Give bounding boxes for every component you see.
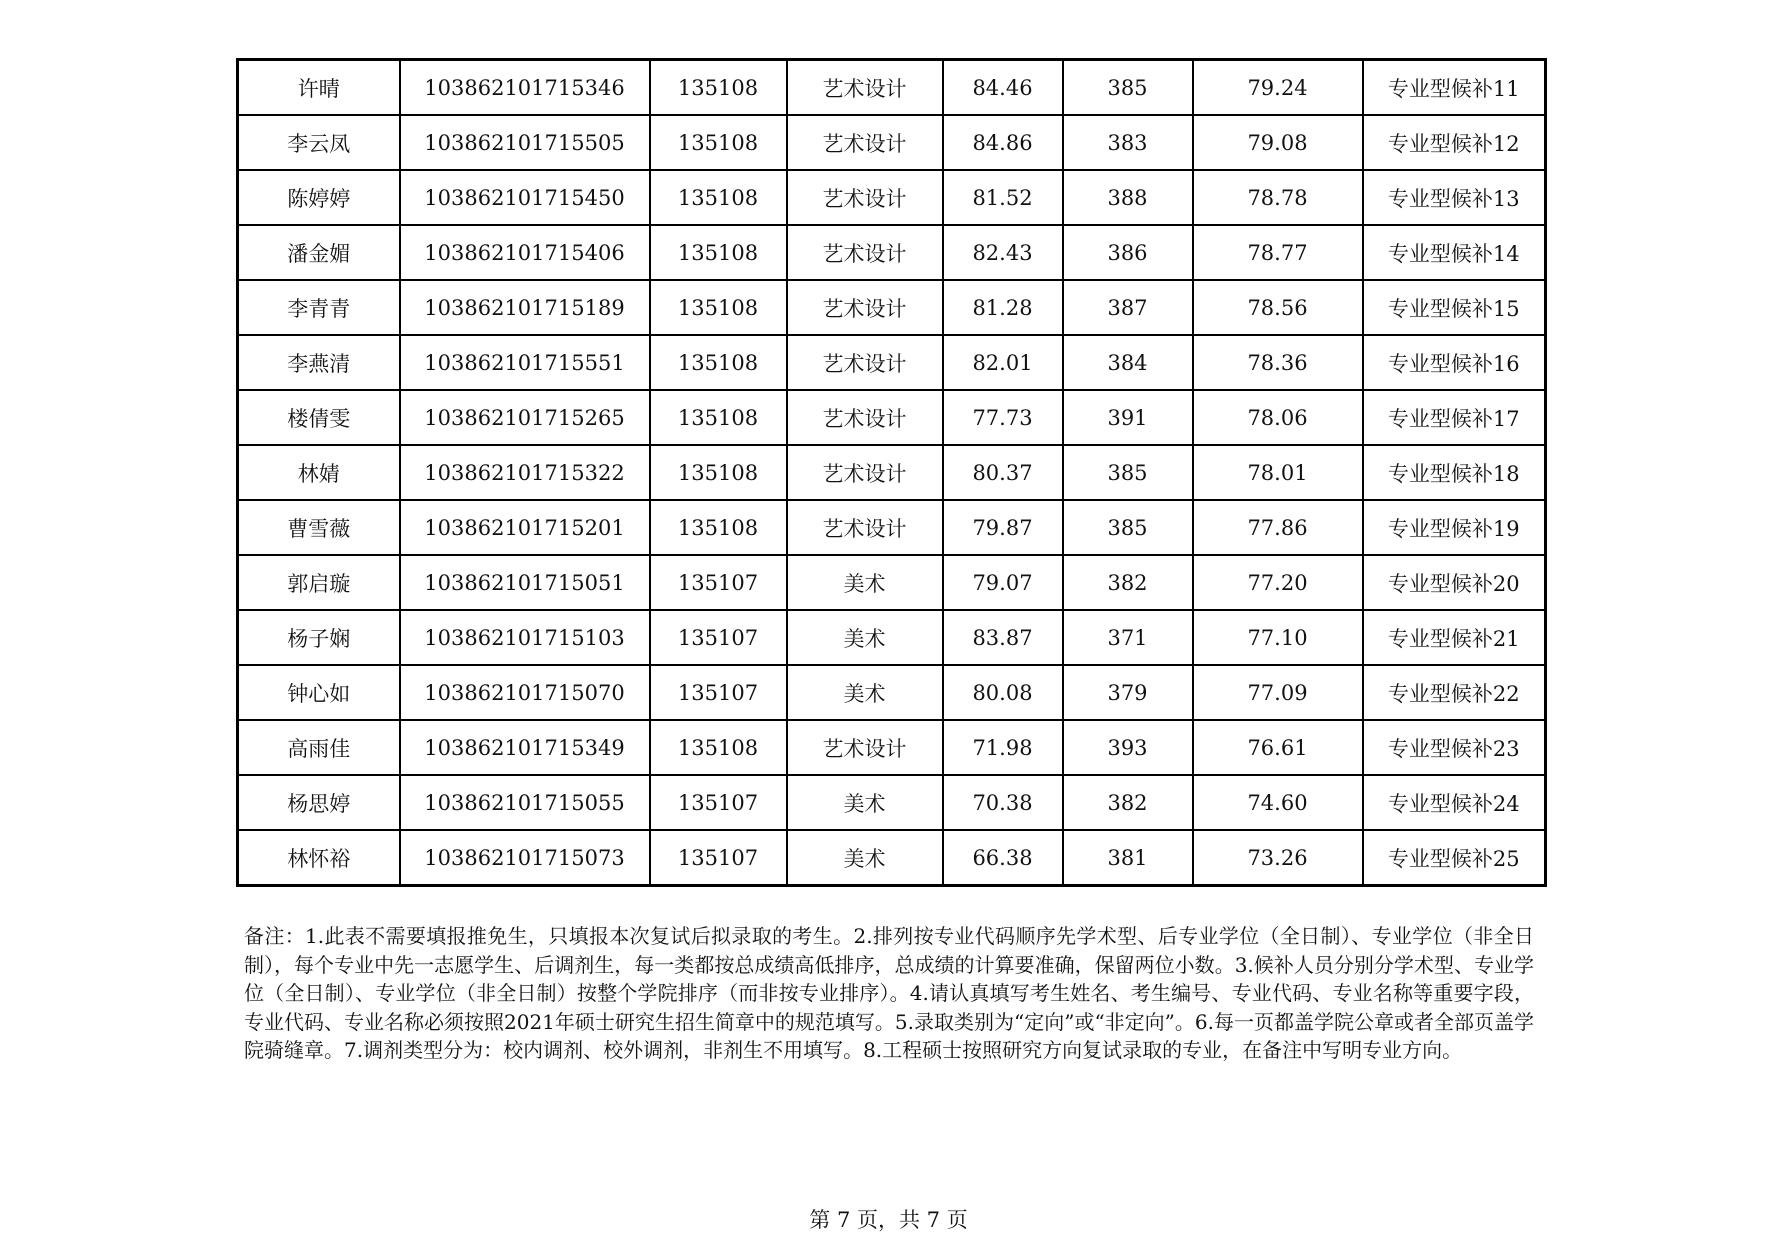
table-row [238, 280, 1546, 335]
admission-status-cell: 专业型候补13 [1363, 170, 1546, 225]
candidate-id-cell: 103862101715073 [400, 830, 650, 886]
total-score-cell: 78.77 [1193, 225, 1363, 280]
retest-score-cell: 81.52 [943, 170, 1063, 225]
total-score-cell: 73.26 [1193, 830, 1363, 886]
table-row [238, 665, 1546, 720]
table-row [238, 390, 1546, 445]
total-score-cell: 79.08 [1193, 115, 1363, 170]
candidate-name-cell: 李云凤 [238, 115, 400, 170]
initial-score-cell: 379 [1063, 665, 1193, 720]
page-number-footer: 第 7 页，共 7 页 [809, 1208, 968, 1232]
major-code-cell: 135108 [650, 115, 787, 170]
major-name-cell: 艺术设计 [787, 390, 943, 445]
candidate-table [236, 58, 1547, 887]
candidate-id-cell: 103862101715189 [400, 280, 650, 335]
roster-sheet [236, 58, 1544, 887]
major-name-cell: 美术 [787, 830, 943, 886]
remarks-note: 备注：1.此表不需要填报推免生，只填报本次复试后拟录取的考生。2.排列按专业代码顺序先学术型、后专业学位（全日制）、专业学位（非全日制），每个专业中先一志愿学生、后调剂生，每一类都按总成绩高低排序，总成绩的计算要准确，保留两位小数。3.候补人员分别分学术型、专业学位（全日制）、专业学位（非全日制）按整个学院排序（而非按专业排序）。4.请认真填写考生姓名、考生编号、专业代码、专业名称等重要字段，专业代码、专业名称必须按照2021年硕士研究生招生简章中的规范填写。5.录取类别为“定向”或“非定向”。6.每一页都盖学院公章或者全部页盖学院骑缝章。7.调剂类型分为：校内调剂、校外调剂，非剂生不用填写。8.工程硕士按照研究方向复试录取的专业，在备注中写明专业方向。 [244, 924, 1534, 1062]
major-code-cell: 135108 [650, 335, 787, 390]
retest-score-cell: 84.46 [943, 60, 1063, 116]
candidate-id-cell: 103862101715070 [400, 665, 650, 720]
admission-status-cell: 专业型候补15 [1363, 280, 1546, 335]
table-row [238, 60, 1546, 116]
total-score-cell: 74.60 [1193, 775, 1363, 830]
total-score-cell: 78.36 [1193, 335, 1363, 390]
major-name-cell: 美术 [787, 555, 943, 610]
candidate-id-cell: 103862101715265 [400, 390, 650, 445]
table-row [238, 225, 1546, 280]
total-score-cell: 78.78 [1193, 170, 1363, 225]
candidate-name-cell: 杨思婷 [238, 775, 400, 830]
initial-score-cell: 388 [1063, 170, 1193, 225]
major-code-cell: 135108 [650, 390, 787, 445]
candidate-name-cell: 曹雪薇 [238, 500, 400, 555]
candidate-name-cell: 郭启璇 [238, 555, 400, 610]
major-name-cell: 艺术设计 [787, 335, 943, 390]
admission-status-cell: 专业型候补12 [1363, 115, 1546, 170]
initial-score-cell: 382 [1063, 555, 1193, 610]
major-code-cell: 135107 [650, 830, 787, 886]
major-name-cell: 艺术设计 [787, 280, 943, 335]
admission-status-cell: 专业型候补21 [1363, 610, 1546, 665]
candidate-id-cell: 103862101715201 [400, 500, 650, 555]
candidate-id-cell: 103862101715505 [400, 115, 650, 170]
initial-score-cell: 384 [1063, 335, 1193, 390]
table-row [238, 335, 1546, 390]
major-name-cell: 美术 [787, 775, 943, 830]
table-row [238, 170, 1546, 225]
total-score-cell: 77.20 [1193, 555, 1363, 610]
major-name-cell: 艺术设计 [787, 115, 943, 170]
major-code-cell: 135108 [650, 60, 787, 116]
candidate-id-cell: 103862101715551 [400, 335, 650, 390]
candidate-name-cell: 高雨佳 [238, 720, 400, 775]
candidate-name-cell: 林怀裕 [238, 830, 400, 886]
admission-status-cell: 专业型候补16 [1363, 335, 1546, 390]
candidate-id-cell: 103862101715103 [400, 610, 650, 665]
table-row [238, 555, 1546, 610]
candidate-id-cell: 103862101715406 [400, 225, 650, 280]
table-row [238, 830, 1546, 886]
major-code-cell: 135107 [650, 610, 787, 665]
candidate-name-cell: 杨子娴 [238, 610, 400, 665]
major-name-cell: 美术 [787, 610, 943, 665]
retest-score-cell: 70.38 [943, 775, 1063, 830]
admission-status-cell: 专业型候补14 [1363, 225, 1546, 280]
major-name-cell: 艺术设计 [787, 225, 943, 280]
retest-score-cell: 80.08 [943, 665, 1063, 720]
total-score-cell: 78.01 [1193, 445, 1363, 500]
total-score-cell: 77.09 [1193, 665, 1363, 720]
retest-score-cell: 79.87 [943, 500, 1063, 555]
major-name-cell: 艺术设计 [787, 500, 943, 555]
admission-status-cell: 专业型候补17 [1363, 390, 1546, 445]
initial-score-cell: 385 [1063, 500, 1193, 555]
major-code-cell: 135107 [650, 775, 787, 830]
admission-status-cell: 专业型候补19 [1363, 500, 1546, 555]
candidate-name-cell: 李青青 [238, 280, 400, 335]
admission-status-cell: 专业型候补18 [1363, 445, 1546, 500]
initial-score-cell: 383 [1063, 115, 1193, 170]
candidate-name-cell: 林婧 [238, 445, 400, 500]
admission-status-cell: 专业型候补20 [1363, 555, 1546, 610]
retest-score-cell: 82.43 [943, 225, 1063, 280]
retest-score-cell: 81.28 [943, 280, 1063, 335]
candidate-table-body [238, 60, 1546, 886]
major-code-cell: 135108 [650, 280, 787, 335]
major-code-cell: 135108 [650, 445, 787, 500]
initial-score-cell: 371 [1063, 610, 1193, 665]
candidate-name-cell: 潘金媚 [238, 225, 400, 280]
table-row [238, 445, 1546, 500]
candidate-id-cell: 103862101715322 [400, 445, 650, 500]
retest-score-cell: 79.07 [943, 555, 1063, 610]
initial-score-cell: 393 [1063, 720, 1193, 775]
table-row [238, 720, 1546, 775]
table-row [238, 775, 1546, 830]
total-score-cell: 78.56 [1193, 280, 1363, 335]
candidate-name-cell: 楼倩雯 [238, 390, 400, 445]
major-code-cell: 135108 [650, 720, 787, 775]
candidate-id-cell: 103862101715055 [400, 775, 650, 830]
retest-score-cell: 71.98 [943, 720, 1063, 775]
retest-score-cell: 84.86 [943, 115, 1063, 170]
initial-score-cell: 385 [1063, 445, 1193, 500]
admission-status-cell: 专业型候补23 [1363, 720, 1546, 775]
total-score-cell: 79.24 [1193, 60, 1363, 116]
admission-status-cell: 专业型候补25 [1363, 830, 1546, 886]
total-score-cell: 77.86 [1193, 500, 1363, 555]
candidate-id-cell: 103862101715349 [400, 720, 650, 775]
candidate-name-cell: 许晴 [238, 60, 400, 116]
major-name-cell: 艺术设计 [787, 60, 943, 116]
table-row [238, 115, 1546, 170]
initial-score-cell: 382 [1063, 775, 1193, 830]
initial-score-cell: 391 [1063, 390, 1193, 445]
major-code-cell: 135108 [650, 225, 787, 280]
retest-score-cell: 80.37 [943, 445, 1063, 500]
admission-status-cell: 专业型候补24 [1363, 775, 1546, 830]
major-name-cell: 艺术设计 [787, 170, 943, 225]
total-score-cell: 77.10 [1193, 610, 1363, 665]
retest-score-cell: 83.87 [943, 610, 1063, 665]
retest-score-cell: 77.73 [943, 390, 1063, 445]
major-name-cell: 美术 [787, 665, 943, 720]
major-code-cell: 135108 [650, 500, 787, 555]
initial-score-cell: 385 [1063, 60, 1193, 116]
candidate-name-cell: 陈婷婷 [238, 170, 400, 225]
candidate-id-cell: 103862101715346 [400, 60, 650, 116]
total-score-cell: 78.06 [1193, 390, 1363, 445]
candidate-name-cell: 李燕清 [238, 335, 400, 390]
retest-score-cell: 66.38 [943, 830, 1063, 886]
candidate-id-cell: 103862101715051 [400, 555, 650, 610]
initial-score-cell: 381 [1063, 830, 1193, 886]
table-row [238, 610, 1546, 665]
initial-score-cell: 386 [1063, 225, 1193, 280]
table-row [238, 500, 1546, 555]
major-name-cell: 艺术设计 [787, 720, 943, 775]
candidate-id-cell: 103862101715450 [400, 170, 650, 225]
admission-status-cell: 专业型候补22 [1363, 665, 1546, 720]
major-code-cell: 135107 [650, 665, 787, 720]
total-score-cell: 76.61 [1193, 720, 1363, 775]
retest-score-cell: 82.01 [943, 335, 1063, 390]
admission-status-cell: 专业型候补11 [1363, 60, 1546, 116]
major-code-cell: 135107 [650, 555, 787, 610]
major-code-cell: 135108 [650, 170, 787, 225]
major-name-cell: 艺术设计 [787, 445, 943, 500]
candidate-name-cell: 钟心如 [238, 665, 400, 720]
initial-score-cell: 387 [1063, 280, 1193, 335]
